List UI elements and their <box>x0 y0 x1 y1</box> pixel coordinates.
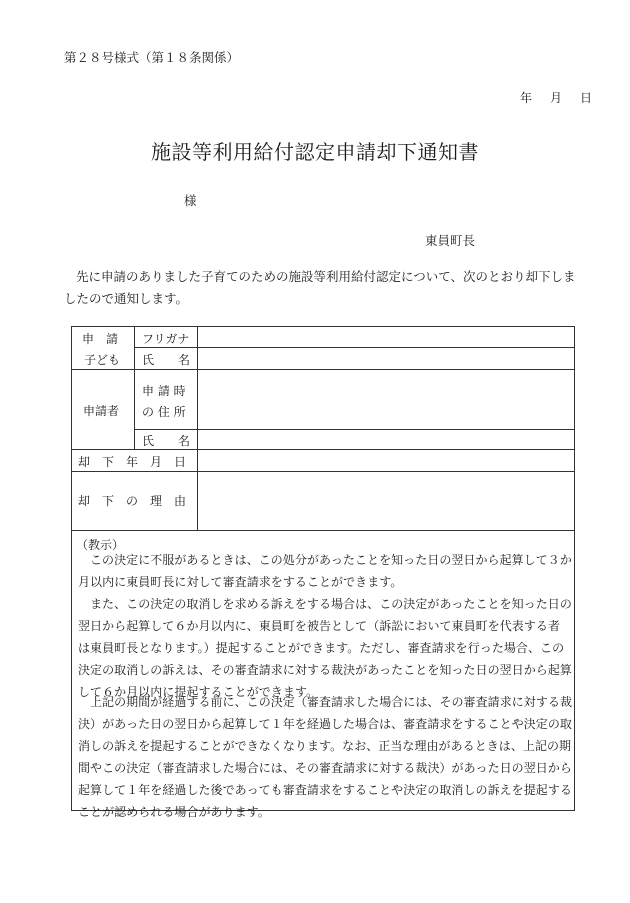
row-divider <box>72 449 575 450</box>
col-divider <box>197 327 198 530</box>
notes-paragraph-3: 上記の期間が経過する前に、この決定（審査請求した場合には、その審査請求に対する裁決）があった日の翌日から起算して１年を経過した場合は、審査請求をすることや決定の取消しの訴えを提起することができなくなります。なお、正当な理由があるときは、上記の期間やこの決定（審査請求した場合には、その審査請求に対する裁決）があった日の翌日から起算して１年を経過した後であっても審査請求をすることや決定の取消しの訴えを提起することが認められる場合があります。 <box>78 695 573 819</box>
intro-text: 先に申請のありました子育てのための施設等利用給付認定について、次のとおり却下しましたので通知します。 <box>64 269 576 306</box>
child-label-1: 申 請 <box>82 332 119 346</box>
form-number: 第２８号様式（第１８条関係） <box>64 50 240 65</box>
applicant-label: 申請者 <box>83 404 120 418</box>
child-label-2: 子ども <box>84 353 121 367</box>
notes-paragraph-1: この決定に不服があるときは、この処分があったことを知った日の翌日から起算して３か月以内に東員町長に対して審査請求をすることができます。 <box>78 553 572 589</box>
row-divider <box>134 347 575 348</box>
page-title: 施設等利用給付認定申請却下通知書 <box>151 140 479 164</box>
furigana-label: フリガナ <box>142 332 190 346</box>
address-label-line2: の 住 所 <box>142 405 186 419</box>
date-year: 年 <box>520 91 533 105</box>
row-divider <box>72 530 575 531</box>
date-month: 月 <box>550 91 563 105</box>
addressee-suffix: 様 <box>184 193 197 208</box>
row-divider <box>72 471 575 472</box>
date-line <box>520 89 592 106</box>
child-name-label: 氏 名 <box>142 353 191 367</box>
date-day: 日 <box>580 91 593 105</box>
address-label-line1: 申 請 時 <box>142 384 186 398</box>
rejection-date-label: 却 下 年 月 日 <box>78 455 187 469</box>
row-divider <box>134 429 575 430</box>
col-divider <box>134 327 135 449</box>
notes-title: （教示） <box>76 538 125 552</box>
issuer: 東員町長 <box>425 233 476 248</box>
applicant-name-label: 氏 名 <box>142 434 191 448</box>
row-divider <box>72 369 575 370</box>
notes-paragraph-2: また、この決定の取消しを求める訴えをする場合は、この決定があったことを知った日の翌日から起算して６か月以内に、東員町を被告として（訴訟において東員町を代表する者は東員町長となります。）提起することができます。ただし、審査請求を行った場合、この決定の取消しの訴えは、その審査請求に対する裁決があったことを知った日の翌日から起算して６か月以内に提起することができます。 <box>78 597 572 699</box>
rejection-reason-label: 却 下 の 理 由 <box>78 494 187 508</box>
